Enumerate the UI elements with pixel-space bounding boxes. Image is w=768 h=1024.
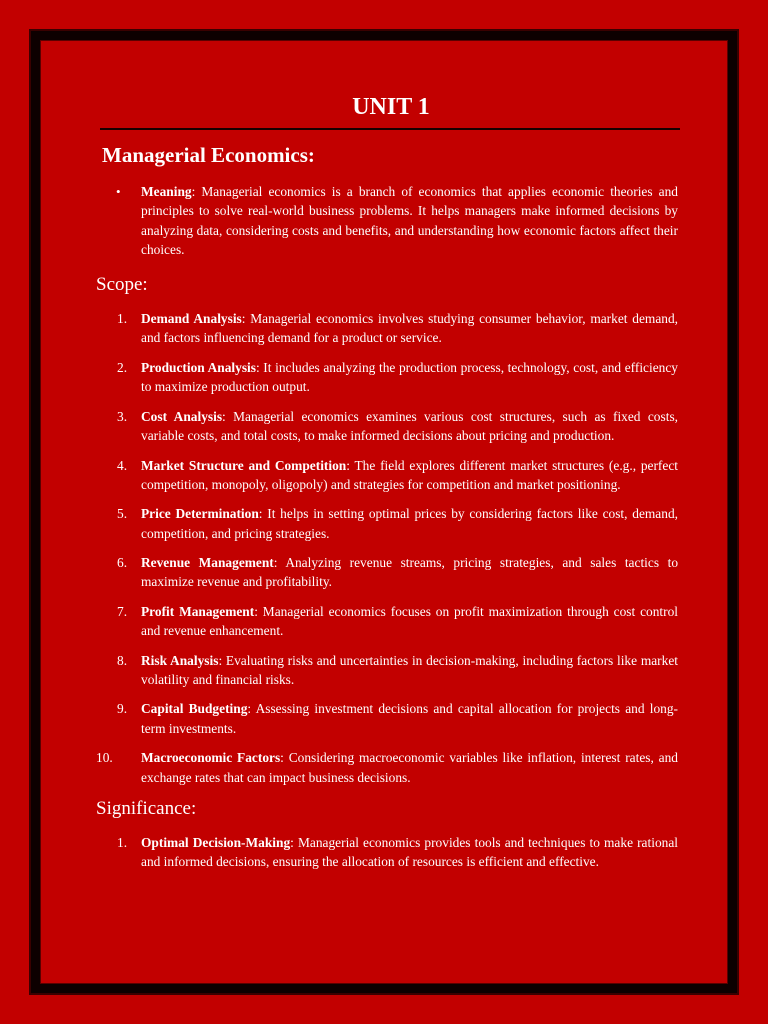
- item-number: 4.: [117, 457, 128, 473]
- list-item: [96, 699, 678, 738]
- item-number: 8.: [117, 652, 128, 668]
- list-item: [96, 309, 678, 348]
- list-item: [96, 456, 678, 495]
- section-heading: Managerial Economics:: [102, 143, 315, 167]
- item-text: : Managerial economics provides tools and techniques to make rational and informed decisions, ensuring the allocation of resources is efficient and effective.: [141, 835, 679, 870]
- item-text: : Managerial economics examines various cost structures, such as fixed costs, variable costs, and total costs, to make informed decisions about pricing and production.: [141, 408, 678, 444]
- item-term: Demand Analysis: [141, 311, 242, 327]
- item-term: Revenue Management: [141, 555, 274, 571]
- item-number: 2.: [117, 359, 128, 375]
- item-text: : It includes analyzing the production process, technology, cost, and efficiency to maximize production output.: [141, 359, 678, 395]
- list-item: [96, 407, 678, 446]
- scope-heading: Scope:: [96, 274, 148, 296]
- item-term: Market Structure and Competition: [141, 457, 347, 473]
- item-number: 5.: [117, 506, 128, 522]
- item-term: Profit Management: [141, 603, 255, 619]
- meaning-term: Meaning: [141, 184, 192, 199]
- list-item: [96, 358, 678, 397]
- item-text: : Assessing investment decisions and capital allocation for projects and long-term investments.: [141, 701, 679, 736]
- item-text: : Considering macroeconomic variables like inflation, interest rates, and exchange rates that can impact business decisions.: [141, 750, 678, 785]
- list-item: [96, 504, 678, 543]
- item-text: : Managerial economics involves studying consumer behavior, market demand, and factors influencing demand for a product or service.: [141, 311, 678, 346]
- item-text: : Analyzing revenue streams, pricing strategies, and sales tactics to maximize revenue and profitability.: [141, 555, 679, 590]
- meaning-text: : Managerial economics is a branch of economics that applies economic theories and principles to solve real-world business problems. It helps managers make informed decisions by analyzing data, considering costs and benefits, and understanding how economic factors affect their choices.: [141, 184, 678, 257]
- item-term: Capital Budgeting: [141, 701, 248, 717]
- document-body: [96, 92, 678, 882]
- item-number: 6.: [117, 555, 128, 571]
- list-item: [96, 602, 678, 641]
- item-text: : Managerial economics focuses on profit maximization through cost control and revenue enhancement.: [141, 603, 678, 639]
- item-term: Risk Analysis: [141, 652, 219, 668]
- list-item: [96, 651, 678, 690]
- significance-heading: Significance:: [96, 798, 197, 819]
- item-text: : It helps in setting optimal prices by considering factors like cost, demand, competition, and pricing strategies.: [141, 506, 678, 541]
- meaning-item: [96, 182, 678, 259]
- significance-list: [96, 833, 678, 872]
- title-rule: [100, 128, 680, 130]
- item-text: : Evaluating risks and uncertainties in decision-making, including factors like market volatility and financial risks.: [141, 652, 679, 687]
- item-term: Price Determination: [141, 506, 259, 522]
- bullet-icon: •: [116, 184, 121, 199]
- item-term: Macroeconomic Factors: [141, 750, 281, 766]
- item-number: 10.: [96, 750, 113, 766]
- item-term: Optimal Decision-Making: [141, 835, 291, 850]
- item-term: Production Analysis: [141, 359, 256, 375]
- list-item: [96, 553, 678, 592]
- item-number: 3.: [117, 408, 128, 424]
- item-term: Cost Analysis: [141, 408, 223, 424]
- item-number: 1.: [117, 311, 128, 327]
- list-item: [96, 833, 678, 872]
- item-text: : The field explores different market structures (e.g., perfect competition, monopoly, oligopoly) and strategies for competition and market positioning.: [141, 457, 678, 492]
- list-item: [96, 748, 678, 787]
- meaning-list: [96, 182, 678, 259]
- item-number: 9.: [117, 701, 128, 717]
- item-number: 1.: [117, 835, 128, 850]
- scope-list: [96, 309, 678, 787]
- unit-title: UNIT 1: [352, 94, 430, 120]
- item-number: 7.: [117, 603, 128, 619]
